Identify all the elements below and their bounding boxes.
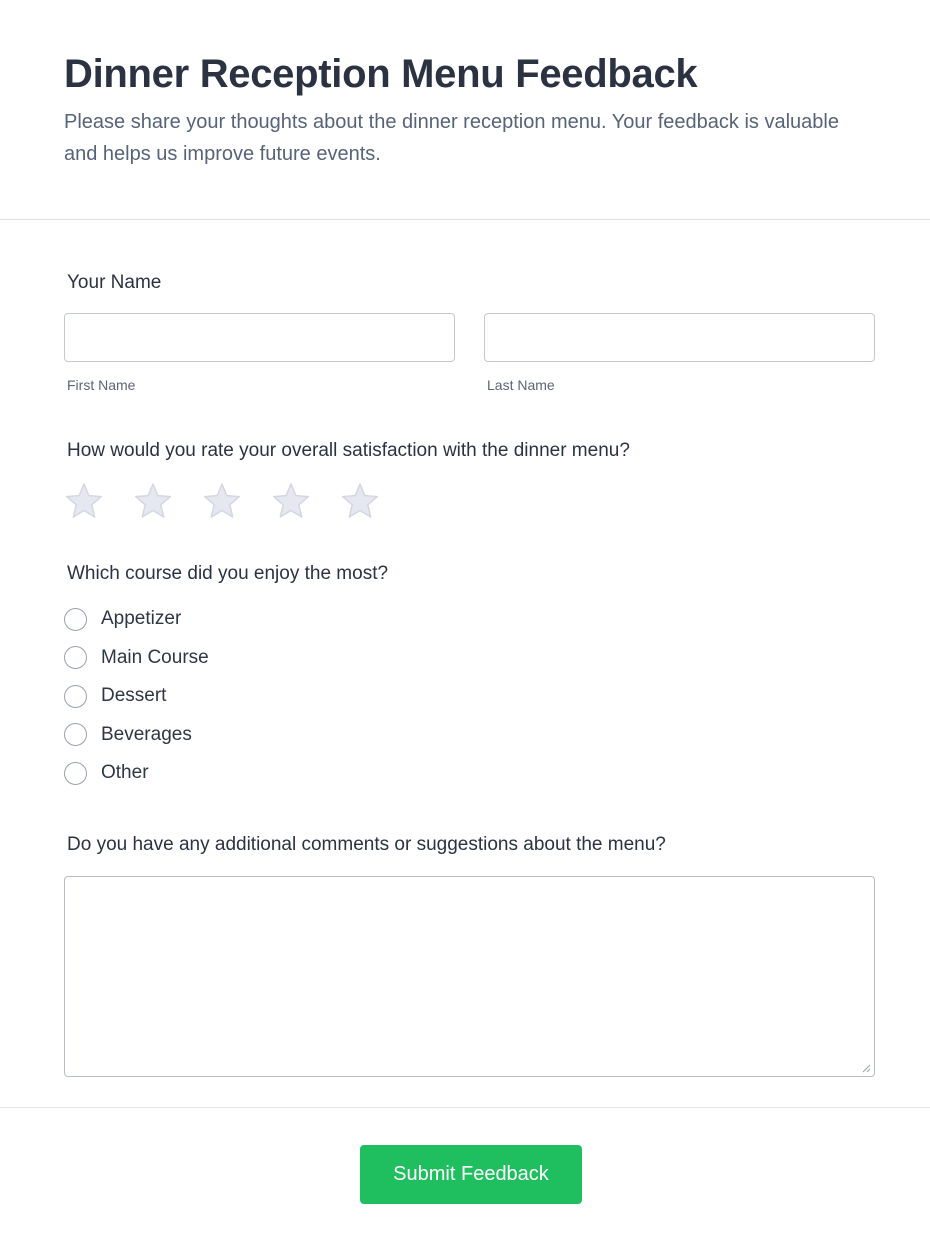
page-title: Dinner Reception Menu Feedback: [64, 52, 698, 96]
name-label: Your Name: [67, 272, 162, 293]
footer-divider: [0, 1107, 930, 1108]
comments-textarea[interactable]: [64, 876, 875, 1077]
page-description: Please share your thoughts about the dinner reception menu. Your feedback is valuable and helps us improve future events.: [64, 111, 839, 165]
radio-button[interactable]: [64, 723, 87, 746]
form-header: [0, 0, 930, 220]
course-question: Which course did you enjoy the most?: [67, 563, 389, 584]
comments-question: Do you have any additional comments or suggestions about the menu?: [67, 834, 666, 855]
course-option-label: Other: [101, 762, 149, 784]
first-name-sublabel: First Name: [67, 377, 136, 393]
course-option-label: Main Course: [101, 646, 209, 668]
course-option-label: Appetizer: [101, 608, 182, 630]
course-option[interactable]: [64, 639, 209, 678]
star-icon[interactable]: [271, 481, 311, 521]
star-icon[interactable]: [340, 481, 380, 521]
course-radio-group: [64, 600, 209, 793]
last-name-input[interactable]: [484, 313, 875, 362]
course-option-label: Beverages: [101, 723, 192, 745]
rating-question: How would you rate your overall satisfaction with the dinner menu?: [67, 440, 630, 461]
star-icon[interactable]: [133, 481, 173, 521]
radio-button[interactable]: [64, 608, 87, 631]
course-option[interactable]: [64, 600, 209, 639]
star-icon[interactable]: [202, 481, 242, 521]
radio-button[interactable]: [64, 646, 87, 669]
first-name-input[interactable]: [64, 313, 455, 362]
last-name-sublabel: Last Name: [487, 377, 555, 393]
course-option[interactable]: [64, 677, 209, 716]
course-option-label: Dessert: [101, 685, 167, 707]
star-rating: [64, 481, 409, 521]
submit-feedback-button[interactable]: Submit Feedback: [360, 1145, 582, 1204]
course-option[interactable]: [64, 716, 209, 755]
radio-button[interactable]: [64, 685, 87, 708]
radio-button[interactable]: [64, 762, 87, 785]
resize-handle-icon[interactable]: [861, 1063, 871, 1073]
star-icon[interactable]: [64, 481, 104, 521]
course-option[interactable]: [64, 754, 209, 793]
